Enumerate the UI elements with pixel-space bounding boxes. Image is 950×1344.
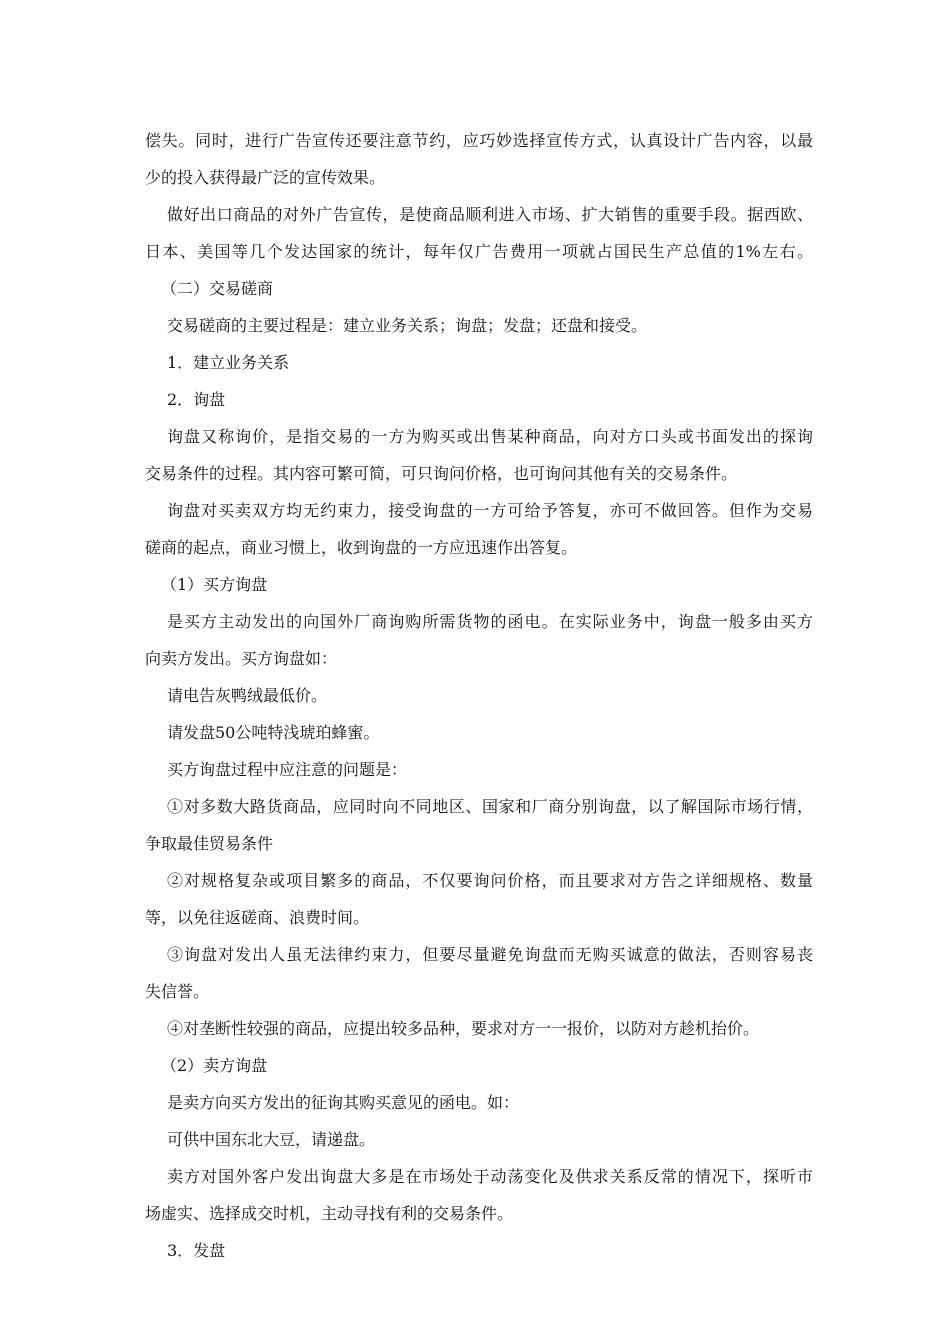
document-body	[145, 122, 813, 1269]
example-line: 请电告灰鸭绒最低价。	[167, 686, 328, 705]
paragraph-line: 场虚实、选择成交时机，主动寻找有利的交易条件。	[145, 1204, 514, 1223]
list-item-line: 争取最佳贸易条件	[145, 834, 274, 853]
paragraph-line: 磋商的起点，商业习惯上，收到询盘的一方应迅速作出答复。	[145, 538, 578, 557]
list-item-line: ③询盘对发出人虽无法律约束力，但要尽量避免询盘而无购买诚意的做法，否则容易丧	[167, 945, 813, 964]
list-item-line: ①对多数大路货商品，应同时向不同地区、国家和厂商分别询盘，以了解国际市场行情，	[167, 797, 813, 816]
paragraph-line: 做好出口商品的对外广告宣传，是使商品顺利进入市场、扩大销售的重要手段。据西欧、	[167, 205, 813, 224]
paragraph-line: 交易磋商的主要过程是：建立业务关系；询盘；发盘；还盘和接受。	[167, 316, 648, 335]
list-item-line: ④对垄断性较强的商品，应提出较多品种，要求对方一一报价，以防对方趁机抬价。	[167, 1019, 760, 1038]
paragraph-line: 卖方对国外客户发出询盘大多是在市场处于动荡变化及供求关系反常的情况下，探听市	[167, 1167, 813, 1186]
paragraph-line: 询盘对买卖双方均无约束力，接受询盘的一方可给予答复，亦可不做回答。但作为交易	[167, 501, 813, 520]
example-line: 请发盘50公吨特浅琥珀蜂蜜。	[167, 723, 380, 742]
list-item-line: 失信誉。	[145, 982, 210, 1001]
paragraph-line: 少的投入获得最广泛的宣传效果。	[145, 168, 386, 187]
subsection-heading: （1）买方询盘	[161, 575, 268, 594]
example-line: 可供中国东北大豆，请递盘。	[167, 1130, 376, 1149]
list-item-line: ②对规格复杂或项目繁多的商品，不仅要询问价格，而且要求对方告之详细规格、数量	[167, 871, 813, 890]
paragraph-line: 询盘又称询价，是指交易的一方为购买或出售某种商品，向对方口头或书面发出的探询	[167, 427, 813, 446]
paragraph-line: 是买方主动发出的向国外厂商询购所需货物的函电。在实际业务中，询盘一般多由买方	[167, 612, 813, 631]
paragraph-line: 买方询盘过程中应注意的问题是：	[167, 760, 408, 779]
paragraph-line: 交易条件的过程。其内容可繁可简，可只询问价格，也可询问其他有关的交易条件。	[145, 464, 738, 483]
paragraph-line: 偿失。同时，进行广告宣传还要注意节约，应巧妙选择宣传方式，认真设计广告内容，以最	[145, 131, 813, 150]
section-heading: （二）交易磋商	[161, 279, 274, 298]
subsection-heading: 2．询盘	[167, 390, 226, 409]
paragraph-line: 是卖方向买方发出的征询其购买意见的函电。如：	[167, 1093, 520, 1112]
paragraph-line: 日本、美国等几个发达国家的统计，每年仅广告费用一项就占国民生产总值的1%左右。	[145, 242, 813, 261]
subsection-heading: 3．发盘	[167, 1241, 226, 1260]
list-item-line: 等，以免往返磋商、浪费时间。	[145, 908, 370, 927]
subsection-heading: （2）卖方询盘	[161, 1056, 268, 1075]
paragraph-line: 向卖方发出。买方询盘如：	[145, 649, 338, 668]
subsection-heading: 1．建立业务关系	[167, 353, 290, 372]
